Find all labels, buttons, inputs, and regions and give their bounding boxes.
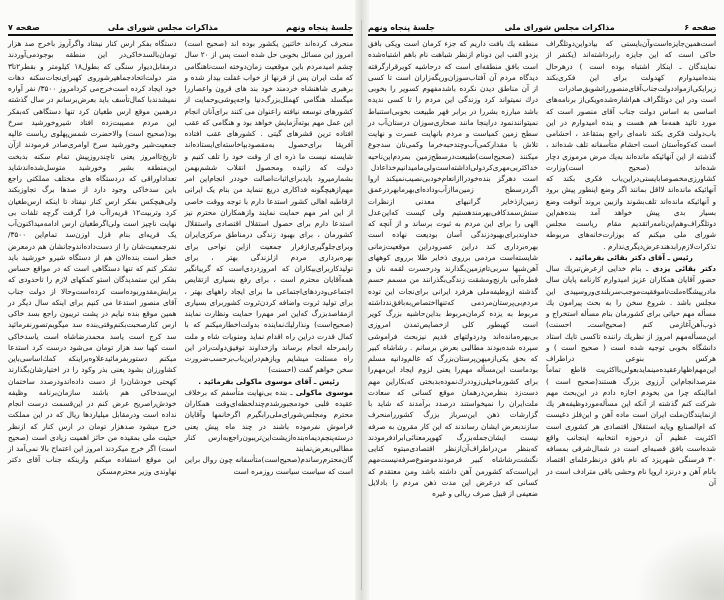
session-title: جلسهٔ پنجاه ونهم [286, 23, 353, 32]
speech-text: ـ بنده بی‌نهایت متأسفم که برخلاف عقیده قلبی خودمجبورشدم‌چندلحظه‌ای‌وقت همکاران محترم ومجلس‌شورای‌ملی‌رابگیرم اگرخانمها وآقایان فراموش نفرموده باشند در چند ماه پیش یعنی درسته‌پنجم‌دیماه‌بنده‌ازپشت‌این‌تریبون‌راجع‌به‌ارس کنار مطالبی‌بعرض‌نمایند گان‌محترم‌رساندم(صحیح‌است)متأسفانه چون روال براین است که سیاست سیاست روزمره است [184, 387, 353, 476]
speaker-intro: رئیس ـ آقای دکتر بقائی بفرمائید . [569, 252, 693, 262]
scan-artifact [0, 510, 80, 600]
scan-artifact [634, 530, 724, 600]
speaker-name: موسوی ماکولی [295, 387, 353, 397]
column-right [546, 38, 716, 499]
speech-text: ـ بنام خدایی ازعرض‌تبریك سال حضور آقایان همکاران عزیز امیدوارم کارنامه پایان سال ما‌درپیشگاه‌ملت‌تاموفقیت‌موجب‌سربلندی‌وروسپیدی این مجلس باشد . شروع سخن را به بحث پیرامون یك مسأله مهم حیاتی برای کشورمان بنام مسأله استخراج و ذوب‌آهن‌آغازمی کنم (صحیح‌است‌ـ احسنت) این‌مسأله‌مهم امروز از نظریك راننده تاکسی تایك استاد دانشگاه بخوبی توجیه شده است ( صحیح است ) و هرکس بنوعی دراطراف این‌مهم‌اظهار‌عقیده‌مینماید‌بعولی‌بااکثریت قاطع تماماً مترصد‌انجام‌این آرزوی بزرگ هستند(صحیح است ) اما‌اینکه چرا من بخودم اجازه دادم در این‌بحث مهم شرکت کنم گذشته از آنکه این مسأله‌مورد‌وظیفه‌هر یك ازنمایندگان‌ملت ایران است ماده آهن و این‌فلز دغیست که ام‌الصنایع ویایه استقلال اقتصادی هر کشوری است اکثریت عظیم آن درحوزه انتخابیه اینجانب واقع شده‌است بافق قصبه‌ای است در شمال‌شرقی بمسافه ۳۰ فرسنگی شهریزد که نام بافق درنظر‌علمای اقتصاد بانام آهن و درنزد اروپا نام وحشی باقی مترادف است در آن [546, 264, 716, 487]
column-right [185, 38, 354, 477]
column-left [368, 38, 538, 499]
header-title: مذاکرات مجلس شورای ملی [504, 23, 615, 32]
paragraph: منحرف کرده‌اند خائنین یکشور بوده اند (صحیح است) امروز این مسائل بخوبی حل شده است پس از ۲۰ سال چشم امیدمردم باین موقعیت زمان‌دوخته است‌ناهنگامی که ملت ایران پس از قرنها از خواب غفلت بیدار شده و برهبری شاهنشاه خردمند خود بند های قرون واعصاررا میگسلد هنگامی کهملل‌بزرگ‌دنیا واجه‌پوشی‌وحمایت از کشورهای توسعه نیافته راعنوان می کنند برای‌آنان انجام این عمل مهم بوته‌آزمایش خواهد بود و هنگامی که عقب افتاده ترین قشرهای گیتی . کشورهای عقب افتاده آفریقا برای‌حصول به‌مقصود‌بپاخاسته‌ای‌ایستاده‌اند شایسته نیست ما ذره ای از وقت خود را تلف کنیم و دولت که زائیده ومحصول انقلاب ششم‌بهمن بشمارمیرود بایدبرای‌اثبات‌اصالت خود‌در انجام‌این امر مهم‌ازهیچگونه فداکاری دریغ ننماید من بنام یک ایرانی ازقاطبه اهالی کشور استدعا دارم با توجه ووقت خاصی از این امر مهم حمایت نمایند واز‌همکاران محترم نیز استدعا دارم برای حصول استقلال اقتصادی و‌استقلال کشورمان ، برای بهبود زندگی درمناطق مرکزی‌ایران و‌برای‌جلوگیری‌ازفرار جمعیت ازاین نواحی برای بهره‌برداری مردم ازلزندگی بهتر ، برای تولید‌کاربرای‌بیکاران که امروز‌دردی‌است که گریبانگیر همه‌آقایان محترم است ، برای رفع بسیاری ازتقایص اجتماعی‌ودردهای‌اجتماعی ما برای ایجاد راههای بهتر ، برای تولید ثروت واضافه کردن‌ثروت کشور‌برای بسیاری ازمقاصدبزرگ که‌این امر مهم‌را حمایت ونظارت نمایند (صحیح‌است) ونذارلیك‌نماینده بدولت‌اخطارمیکنم که با کمال قدرت دراین راه اقدام نماید ومنویات شاه و ملت رابمرحله انجام برساند واز‌خداوند توفیق‌دولت‌رادر این راه مسئلت میشایم ویاز‌هم‌دراین‌باب‌برحسب‌ضرورت سخن خواهم گفت (احسنت) [184, 39, 353, 375]
page-header [368, 18, 716, 32]
page-columns [368, 38, 716, 499]
column-left [8, 38, 177, 477]
header-title: مذاکرات مجلس شورای ملی [107, 23, 219, 32]
session-title: جلسهٔ پنجاه ونهم [368, 23, 435, 32]
page-columns [8, 38, 353, 477]
speaker-intro: رئیس ـ آقای موسوی ماکولی بفرمائید . [198, 376, 340, 386]
speaker-name: دکتر بقائی یزدی [652, 264, 716, 273]
page-number: صفحه ۶ [684, 23, 716, 32]
page-number: صفحه ۷ [8, 23, 40, 32]
speech-paragraph [546, 263, 716, 488]
paragraph: است‌همین‌جایزه‌است‌و‌آن‌بایستی که بیاد‌واین‌دوتلگراف حاکی است که این جایزه رابرداشته‌اند (یکنفر از نمایندگان ـ اینکار اشتباه بوده است ) در‌هر‌حال بنده‌امیدوارم کهدولت برای این فکری‌بکند زیرا‌یکی‌از‌مواد‌دولت‌جناب‌آقای‌منصور‌راتشویق‌صادرات است ودر این دوتلگراف هم‌اشاره‌شده‌ویکی‌از برنامه‌های اساسی به اساس دولت جناب آقای منصور است که مورد تائید همه‌ما هم هست و بنده امیدوارم در این باب‌دولت فکری بکند نامه‌ای راجع بمتقاعد ، احشامی است که‌کوه‌آستان است احشام متأسفانه تلف شده‌اند ، گذشته از این آنهائیکه مانده‌اند به‌یك مرض مرموزی دچار شده‌اند (صحیح است)وزارت کشاورزی‌مخصوصا‌بایستی‌دراین‌باب فکری بکند که آنهائیکه مانده‌اند لااقل بمانند اگر وضع اینطور پیش برود و آنهائیکه مانده‌اند تلف‌بشوند واز‌بین بروند آنوقت وضع بسیار بدی پیش خواهد آمد بنده‌هم‌این دوتلگراف‌وهم‌این‌نامه‌را‌تقدیم مقام ریاست مجلس شورای ملی میکنم که بوزارت‌خانه‌های مربوطه تذکرات‌لازم‌رابدهند‌عرض‌دیگری‌ندارم . [546, 39, 716, 251]
page-6 [362, 0, 724, 600]
header-rule [368, 34, 716, 36]
paragraph: منطقه یك بافت داریم که جزء کرمان است ویکی بافق یزدو القب این دونام ازنظر شباهت نام باهم اشتباه‌شده است بافق منطقه‌ای است که درحاشیه کویر‌قرار‌گرفته دیدگاه مردم آن آفتاب‌سوزان‌وریگه‌زاران است تا کسی از آن مناطق دیدن نکرده باشد‌مفهوم کسویر را بخوبی درك نمیتواند کرد وزندگی این مردم را تا کسی ندیده باشد مبارزه بشررا در برابر قهر طبیعت بخوبی‌استنباط نمیتوانند‌نمود دراینجا مانند صحاری‌سوزان درستان‌آب در سطح زمین کمیاست و مردم بانهایت عسرت و نهایت تلاش با مقدار‌کمی‌آب‌وچند‌حبه‌خرما و‌کمی‌نان سدجوع میکنند (صحیح‌است)طبیعت‌درسطح‌زمین بمردم‌این‌ناحیه خدا‌کثر‌بی‌مهری‌کرد‌ولی‌ادا‌شته‌است‌ولی‌مامید‌انیم‌خداعادل است دهر‌گز بنده‌خود‌را‌ازانعام‌خود‌بی‌نصیب‌نمیکند اروا اگردر‌سطح زمین‌ما‌از‌آب‌وداده‌ای‌بهر‌ما‌بهردرعمق زمین‌ازذخایر گرانبهای معدنی ازنظرات سنش‌سمد‌کافی‌بهر‌مند‌هستیم ولی کیست که‌این‌عدل الهی را برای این مردم به ثبوت برساند و از آنچه که خداوندبرای‌بهبود‌زندگی آسان بودیعت نهاده است بهره‌برداری کند دراین عصرودراین موقعیت‌زمانی شایسته‌است مردمی برروی ذخایر طلا برروی کوههای آهن‌شبها سربی‌تام‌زمین‌بگذارند ودرحسرت لقمه نان و قطره‌آبی بارنج‌ومشقت زندگی‌بگذرانند من مسمم حسم گذشته ازوظیفه‌ملی هرفرد ایرانی برای‌نجات این توده مردم‌بی‌پرستان‌مردمی که‌تنها‌اختصاص‌به‌بافق‌ندداشته مربوط به یزد‌ه‌ کرمان‌مربوط بداین‌حاشیه بزرگ کویر است کهبطور کلی ازخصایص‌تمدن امروزی بی‌بهره‌مانده‌اند ودردولتهای قدیم نیزبحث فراموشی سپرده شده‌بودند مطالبی بعرض برسانم . رشاشاه کبیر که بحق یکی‌ازمیهن‌پرستان‌بزرگ که عالم‌و‌دانیه مسلم بودماست این‌مسأله مهم‌را یعنی لزوم ایجاد این‌مهم‌را برای کشور‌ما‌خیلی‌زود‌درك‌نموده‌بدبختی که‌بکار‌این مهم دست‌زد بنظر‌من‌درهمان موقع کسانی که سعادت ملت‌ایران را نمیخواستند درصدد برآمدند که شاید با گزارشات ذهن این‌سرباز بزرگ کشوررا‌منحرف سازند‌بعرض ایشان رساندند که این کار مقرون به صرفه نیست ایشان‌جمله‌بزرگ کهوپرمعنائی‌ابرادفرمودند که‌بنظر من‌دراطراف‌آن‌ازنظر اقتصادی‌مبتوه کنایی نگنشت‌رشاشاه کبیر فرمودند‌موضوع‌صرفه‌نیست‌مهم این‌است‌که کشورمن آهن داشته باشد ومن معتقدم که کسانی که درعرض این مدت ذهن مردم را بادلایل ضعیفی از قبیل صرف ریالی و غیره [368, 39, 538, 498]
paragraph: دستگاه بفکر ارس کنار نیفتاد واگرآروز باخرج صد هزار تومان‌بالسدخاکی‌در این منطقه بوجود‌می‌آوردند درمقابل‌دیوار سنگی که بطول۱۸ کیلومتر و بقطر۲تا۳ متر دولت‌اتحادجماهیرشوروی کهبرای‌نجات‌سکنه دهات خود ایجاد کرده است‌خرج‌می کرد‌امروز ۳۵۰۰/ نفر آواره نمیشدند‌با کمال‌تأسف باید بعرض‌برسانم در سال گذشته درهمین موقع ارس طغیان کرد تنها دستگاهی که‌بفکر این مردم مصیبت‌زده افتاد شیر‌وخورشید سرخ بود(صحیح است) والاحضرت شمس‌پهلوی ریاست عالیه جمعیت‌شیر وخورشید سرخ اوامری‌صادر فرمودند از‌آن تاریخ‌تاامروز یعنی تاچندروزپیش تمام سکنه بدبخت این‌منطقه بشیر وخورشید متوسل‌شده‌اند‌شاید تعدادا‌وراقی که دردستگاه های مختلف مملکتی راجع باین سدخاکی وجود دارد از صدها برگ تجاوز‌بکند ولی‌هیچکس بفکر ارس کنار نیفتاد تا اینکه ارس‌طغیان کرد و‌تربیت۱۲ قریه‌راآب فرا گرفت گرچه تلفات بی نهایت ناچیز است ولی‌اگرطغیان ارس ادامه‌میداکنون‌آب یک قریه‌ای بنام قزل اوزن‌سد تمام‌این ۳۵۰۰/ نفر‌جمعیت‌شان را از دست‌داده‌اند‌وجانشان هم درمعرض خطر است بنده‌الان هم از دستگاه شیرو خورشید باید تشکر کنم که تنها دستگاهی است که در مواقع حساس بفکر این ستمدیدگان استو کمکهای لازم را تاحدودی که برایش‌مقدور‌بوده‌است کرده‌است‌وحالا از دولت جناب آقای منصور استدعا می کنیم برای اینکه سال دیگر در همین موقع بنده نیایم در پشت تریبون راجع بسد خاکی ارس کنار‌صحبت‌بکنم‌وقتی‌بنده سد میگویم‌تصور‌نفرمائید سد کرج است یاسد محمدرضاشاه است یاسدخاکی است کهبا سد هزار تومان می‌شود درست کرد استدعا میکنم دستوربفرمائیدعلاوه‌براینکه کمك‌اساسی‌باین کشاورزان بشود یعنی بذر وکود را در اختیارشان‌بگذارند کهحتی خودشان‌را از دست داده‌اندو‌درصدد ساختمان این‌سدخاکی هم باشند سازمان‌برنامه وظیفه خودش‌راصریح عرض کنم در این‌قسمت درست انجام نداده است ودرمقابل میلیاردها ریال که در این مملکت خرج میشود صدهزار تومان در ارس کنار که ازنظر حیثیت ملی بمقیده من حائز اهمیت زیادی است (صحیح است) اگر خرج میکردند امروز این اعتماح بالا نمی‌آمد از این موقع استفاده میکنم وارینکه جناب آقای دکتر نهاوندی وزیر محترم‌مسکن [8, 39, 177, 476]
header-rule [8, 34, 353, 36]
speech-paragraph [185, 387, 354, 477]
page-header [8, 18, 353, 32]
